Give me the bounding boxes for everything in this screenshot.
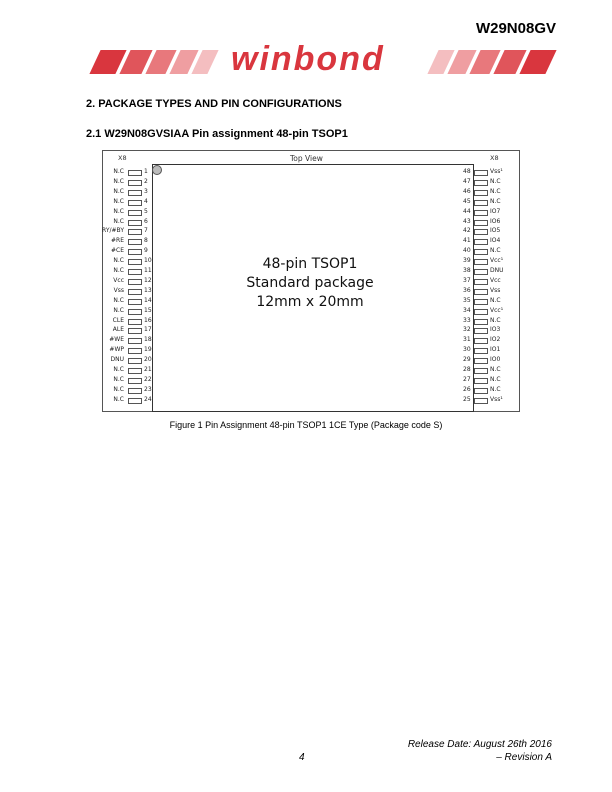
pin-number: 11 xyxy=(144,267,152,274)
pin-name: IO6 xyxy=(490,217,501,225)
pin-lead xyxy=(128,200,142,206)
pin-number: 48 xyxy=(463,168,471,175)
pin-number: 40 xyxy=(463,247,471,255)
x8-label-right: X8 xyxy=(490,154,499,162)
logo-brand-text: winbond xyxy=(231,40,385,78)
pin-name: N.C xyxy=(490,375,501,383)
pin-left-7 xyxy=(0,227,152,235)
pin-number: 1 xyxy=(144,168,148,175)
pin-left-2 xyxy=(0,178,152,186)
pin-name: CLE xyxy=(112,316,124,324)
pin-number: 4 xyxy=(144,197,148,205)
pin-name: N.C xyxy=(113,197,124,205)
pin-lead xyxy=(128,259,142,265)
pin-lead xyxy=(474,210,488,216)
pin-left-19 xyxy=(0,346,152,354)
revision: – Revision A xyxy=(496,752,552,763)
pin-number: 31 xyxy=(463,336,471,344)
logo-stripe xyxy=(519,50,556,74)
pin-name: N.C xyxy=(113,375,124,383)
pin-name: ALE xyxy=(112,326,124,334)
pin-right-33 xyxy=(460,317,540,325)
pin-name: N.C xyxy=(490,296,501,304)
pin-lead xyxy=(128,319,142,325)
x8-label-left: X8 xyxy=(118,154,127,162)
pin-right-36 xyxy=(460,287,540,295)
pin-lead xyxy=(128,190,142,196)
pin-name: DNU xyxy=(490,267,504,274)
pin-right-35 xyxy=(460,297,540,305)
pin-name: #WP xyxy=(109,346,124,354)
pin-left-23 xyxy=(0,386,152,394)
pin-left-11 xyxy=(0,267,152,275)
pin-lead xyxy=(128,368,142,374)
pin-number: 39 xyxy=(463,257,471,265)
pin-left-17 xyxy=(0,326,152,334)
pin-lead xyxy=(474,328,488,334)
pin-name: N.C xyxy=(490,316,501,324)
pin-left-8 xyxy=(0,237,152,245)
pin-lead xyxy=(474,289,488,295)
pin-number: 16 xyxy=(144,316,152,324)
pin-number: 42 xyxy=(463,227,471,235)
package-line: 12mm x 20mm xyxy=(256,294,364,310)
pin-name: N.C xyxy=(490,177,501,185)
pin-lead xyxy=(474,279,488,285)
pin-right-38 xyxy=(460,267,540,275)
pin-lead xyxy=(474,249,488,255)
pin-right-40 xyxy=(460,247,540,255)
pin-lead xyxy=(128,249,142,255)
pin-name: Vss¹ xyxy=(490,168,503,175)
pin-right-25 xyxy=(460,396,540,404)
pin-left-10 xyxy=(0,257,152,265)
pin-number: 36 xyxy=(463,286,471,294)
pin-lead xyxy=(474,378,488,384)
pin-lead xyxy=(128,348,142,354)
pin-left-15 xyxy=(0,307,152,315)
winbond-logo xyxy=(85,40,555,80)
pin-lead xyxy=(474,358,488,364)
pin-name: N.C xyxy=(113,366,124,373)
pin-lead xyxy=(474,338,488,344)
pin-right-29 xyxy=(460,356,540,364)
pin-lead xyxy=(128,388,142,394)
pin-lead xyxy=(128,299,142,305)
pin-lead xyxy=(128,378,142,384)
pin-number: 15 xyxy=(144,306,152,314)
pin-number: 44 xyxy=(463,207,471,215)
pin-left-13 xyxy=(0,287,152,295)
pin-right-31 xyxy=(460,336,540,344)
pin-right-41 xyxy=(460,237,540,245)
pin-right-27 xyxy=(460,376,540,384)
pin-name: IO3 xyxy=(490,326,501,334)
pin-number: 27 xyxy=(463,375,471,383)
pin-left-14 xyxy=(0,297,152,305)
pin-name: IO2 xyxy=(490,336,501,344)
pin-number: 38 xyxy=(463,267,471,274)
pin-lead xyxy=(128,358,142,364)
part-number: W29N08GV xyxy=(475,20,556,37)
pin-lead xyxy=(128,210,142,216)
pin-lead xyxy=(474,388,488,394)
pin-name: Vcc xyxy=(490,276,501,284)
pin-number: 6 xyxy=(144,217,148,225)
pin-right-34 xyxy=(460,307,540,315)
pin-name: N.C xyxy=(113,187,124,195)
pin-name: Vss¹ xyxy=(490,395,503,403)
pin-lead xyxy=(474,220,488,226)
pin-number: 13 xyxy=(144,286,152,294)
pin-right-46 xyxy=(460,188,540,196)
pin-number: 33 xyxy=(463,316,471,324)
pin-lead xyxy=(474,368,488,374)
pin-number: 32 xyxy=(463,326,471,334)
pin-name: N.C xyxy=(490,197,501,205)
pin-name: IO0 xyxy=(490,356,501,364)
pin-name: Vcc xyxy=(113,276,124,284)
pin-right-43 xyxy=(460,218,540,226)
pin-right-39 xyxy=(460,257,540,265)
pin-right-44 xyxy=(460,208,540,216)
pin-number: 14 xyxy=(144,296,152,304)
pin-lead xyxy=(128,279,142,285)
pin-number: 22 xyxy=(144,375,152,383)
release-date: Release Date: August 26th 2016 xyxy=(407,739,552,750)
pin-lead xyxy=(128,239,142,245)
pin-lead xyxy=(128,229,142,235)
pin-name: Vss xyxy=(113,286,124,294)
pin-lead xyxy=(128,328,142,334)
pin-left-24 xyxy=(0,396,152,404)
pin-left-20 xyxy=(0,356,152,364)
pin1-marker xyxy=(152,165,162,175)
pin-name: N.C xyxy=(113,306,124,314)
pin-lead xyxy=(474,190,488,196)
page-number: 4 xyxy=(299,752,305,763)
pin-lead xyxy=(128,269,142,275)
pin-name: Vss xyxy=(490,286,501,294)
pin-number: 35 xyxy=(463,296,471,304)
pin-name: IO5 xyxy=(490,227,501,235)
pin-number: 12 xyxy=(144,276,152,284)
pin-name: DNU xyxy=(110,356,124,364)
pin-number: 17 xyxy=(144,326,152,334)
pin-lead xyxy=(128,170,142,176)
pin-number: 21 xyxy=(144,366,152,373)
pin-name: IO4 xyxy=(490,237,501,245)
pin-number: 18 xyxy=(144,336,152,344)
pin-name: Vcc¹ xyxy=(490,306,504,314)
pin-name: Vcc¹ xyxy=(490,257,504,265)
pin-left-18 xyxy=(0,336,152,344)
pin-lead xyxy=(474,299,488,305)
pin-right-48 xyxy=(460,168,540,176)
pin-lead xyxy=(128,289,142,295)
pin-lead xyxy=(474,229,488,235)
pin-name: N.C xyxy=(113,267,124,274)
pin-name: IO1 xyxy=(490,346,501,354)
pin-name: N.C xyxy=(113,217,124,225)
pin-number: 30 xyxy=(463,346,471,354)
top-view-label: Top View xyxy=(290,154,323,163)
section-heading: 2. PACKAGE TYPES AND PIN CONFIGURATIONS xyxy=(86,98,342,110)
pin-right-30 xyxy=(460,346,540,354)
pin-left-12 xyxy=(0,277,152,285)
pin-name: N.C xyxy=(490,187,501,195)
pin-lead xyxy=(128,220,142,226)
pin-lead xyxy=(474,259,488,265)
pin-lead xyxy=(474,180,488,186)
pin-name: N.C xyxy=(113,296,124,304)
pin-number: 5 xyxy=(144,207,148,215)
pin-name: N.C xyxy=(490,366,501,373)
figure-caption: Figure 1 Pin Assignment 48-pin TSOP1 1CE Type (Package code S) xyxy=(169,420,443,430)
pin-number: 26 xyxy=(463,385,471,393)
pin-lead xyxy=(474,239,488,245)
pin-number: 10 xyxy=(144,257,152,265)
pin-left-9 xyxy=(0,247,152,255)
pin-right-28 xyxy=(460,366,540,374)
subsection-heading: 2.1 W29N08GVSIAA Pin assignment 48-pin TSOP1 xyxy=(86,128,348,140)
pin-lead xyxy=(128,180,142,186)
pin-number: 7 xyxy=(144,227,148,235)
pin-left-21 xyxy=(0,366,152,374)
pin-number: 23 xyxy=(144,385,152,393)
pin-lead xyxy=(128,309,142,315)
pin-lead xyxy=(474,170,488,176)
pin-number: 29 xyxy=(463,356,471,364)
pin-number: 20 xyxy=(144,356,152,364)
pin-name: N.C xyxy=(113,177,124,185)
pin-right-32 xyxy=(460,326,540,334)
pin-left-3 xyxy=(0,188,152,196)
pin-name: N.C xyxy=(113,395,124,403)
pin-right-47 xyxy=(460,178,540,186)
pin-lead xyxy=(474,269,488,275)
pin-left-16 xyxy=(0,317,152,325)
pin-left-1 xyxy=(0,168,152,176)
pin-name: RY/#BY xyxy=(102,227,124,235)
pin-lead xyxy=(128,338,142,344)
pin-lead xyxy=(474,398,488,404)
pin-lead xyxy=(128,398,142,404)
pin-left-22 xyxy=(0,376,152,384)
pin-right-42 xyxy=(460,227,540,235)
pin-name: N.C xyxy=(490,385,501,393)
pin-name: N.C xyxy=(490,247,501,255)
pin-number: 45 xyxy=(463,197,471,205)
pin-number: 3 xyxy=(144,187,148,195)
pin-left-6 xyxy=(0,218,152,226)
pin-name: N.C xyxy=(113,168,124,175)
pin-number: 19 xyxy=(144,346,152,354)
pin-number: 25 xyxy=(463,395,471,403)
pin-number: 47 xyxy=(463,177,471,185)
pin-lead xyxy=(474,319,488,325)
pin-number: 9 xyxy=(144,247,148,255)
pin-name: N.C xyxy=(113,257,124,265)
pin-number: 43 xyxy=(463,217,471,225)
pin-name: N.C xyxy=(113,385,124,393)
pin-number: 2 xyxy=(144,177,148,185)
pin-lead xyxy=(474,348,488,354)
pin-name: N.C xyxy=(113,207,124,215)
pin-number: 37 xyxy=(463,276,471,284)
pin-number: 34 xyxy=(463,306,471,314)
pin-lead xyxy=(474,200,488,206)
pin-right-45 xyxy=(460,198,540,206)
pin-name: #CE xyxy=(110,247,124,255)
pin-number: 41 xyxy=(463,237,471,245)
package-line: 48-pin TSOP1 xyxy=(262,256,358,272)
pin-number: 28 xyxy=(463,366,471,373)
pin-name: #WE xyxy=(109,336,124,344)
pin-number: 24 xyxy=(144,395,152,403)
pin-left-4 xyxy=(0,198,152,206)
pin-right-26 xyxy=(460,386,540,394)
pin-right-37 xyxy=(460,277,540,285)
package-line: Standard package xyxy=(246,275,374,291)
pin-name: IO7 xyxy=(490,207,501,215)
pin-number: 46 xyxy=(463,187,471,195)
pin-number: 8 xyxy=(144,237,148,245)
pin-lead xyxy=(474,309,488,315)
pin-left-5 xyxy=(0,208,152,216)
pin-name: #RE xyxy=(111,237,124,245)
package-description xyxy=(210,255,410,312)
